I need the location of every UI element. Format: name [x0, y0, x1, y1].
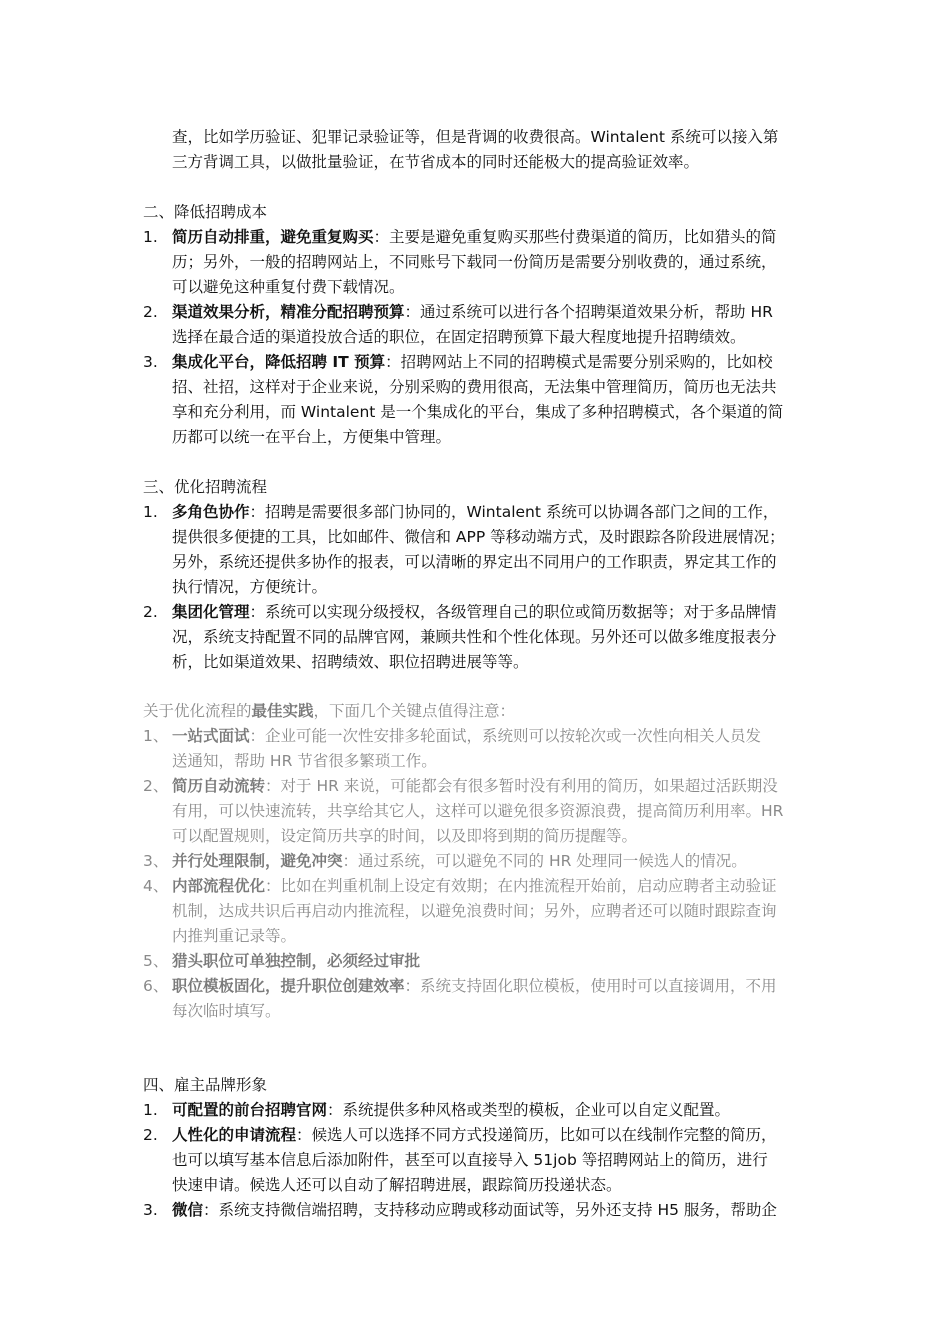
list-number: 1. — [143, 1101, 158, 1119]
list-number: 2. — [143, 303, 158, 321]
list-item-text: ：企业可能一次性安排多轮面试，系统则可以按轮次或一次性向相关人员发 — [249, 727, 762, 745]
list-item — [172, 1098, 730, 1123]
list-item-text: ：通过系统，可以避免不同的 HR 处理同一候选人的情况。 — [342, 852, 747, 870]
list-item-text: ：招聘是需要很多部门协同的，Wintalent 系统可以协调各部门之间的工作， — [249, 503, 779, 521]
list-item-cont: 享和充分利用，而 Wintalent 是一个集成化的平台，集成了多种招聘模式，各个渠道的简 — [172, 403, 784, 421]
list-item-title: 多角色协作 — [172, 503, 250, 521]
list-number: 5、 — [143, 952, 169, 970]
list-item-title: 人性化的申请流程 — [172, 1126, 297, 1144]
list-item — [172, 1198, 777, 1223]
list-item-cont: 况，系统支持配置不同的品牌官网，兼顾共性和个性化体现。另外还可以做多维度报表分 — [172, 628, 777, 646]
list-item — [172, 949, 420, 974]
list-number: 3. — [143, 353, 158, 371]
list-number: 1、 — [143, 727, 169, 745]
list-item — [172, 500, 778, 525]
list-item-text: ：系统可以实现分级授权，各级管理自己的职位或简历数据等；对于多品牌情 — [249, 603, 777, 621]
intro-line: 三方背调工具，以做批量验证，在节省成本的同时还能极大的提高验证效率。 — [172, 153, 700, 171]
list-item-cont: 有用，可以快速流转，共享给其它人，这样可以避免很多资源浪费，提高简历利用率。HR — [172, 802, 784, 820]
practice-intro — [143, 699, 515, 724]
list-item-cont: 快速申请。候选人还可以自动了解招聘进展，跟踪简历投递状态。 — [172, 1176, 622, 1194]
list-item-title: 可配置的前台招聘官网 — [172, 1101, 328, 1119]
list-item-cont: 机制，达成共识后再启动内推流程，以避免浪费时间；另外，应聘者还可以随时跟踪查询 — [172, 902, 777, 920]
list-item — [172, 724, 761, 749]
list-item-cont: 执行情况，方便统计。 — [172, 578, 328, 596]
section-heading: 四、雇主品牌形象 — [143, 1076, 268, 1094]
list-item-title: 职位模板固化，提升职位创建效率 — [172, 977, 405, 995]
list-item-title: 一站式面试 — [172, 727, 250, 745]
list-item-cont: 送通知，帮助 HR 节省很多繁琐工作。 — [172, 752, 437, 770]
list-item-cont: 历；另外，一般的招聘网站上，不同账号下载同一份简历是需要分别收费的，通过系统， — [172, 253, 777, 271]
list-item-title: 简历自动排重，避免重复购买 — [172, 228, 374, 246]
list-number: 2. — [143, 1126, 158, 1144]
list-item — [172, 1123, 777, 1148]
list-item-text: ：对于 HR 来说，可能都会有很多暂时没有利用的简历，如果超过活跃期没 — [265, 777, 778, 795]
list-number: 1. — [143, 503, 158, 521]
list-item — [172, 600, 777, 625]
list-number: 4、 — [143, 877, 169, 895]
list-item-title: 渠道效果分析，精准分配招聘预算 — [172, 303, 405, 321]
practice-intro-post: ，下面几个关键点值得注意： — [313, 702, 516, 720]
list-number: 2、 — [143, 777, 169, 795]
practice-intro-bold: 最佳实践 — [251, 702, 314, 720]
list-item-cont: 可以避免这种重复付费下载情况。 — [172, 278, 405, 296]
practice-intro-pre: 关于优化流程的 — [143, 702, 252, 720]
list-item-cont: 可以配置规则，设定简历共享的时间，以及即将到期的简历提醒等。 — [172, 827, 638, 845]
list-item-title: 集团化管理 — [172, 603, 250, 621]
list-item-title: 微信 — [172, 1201, 204, 1219]
section-heading: 三、优化招聘流程 — [143, 478, 268, 496]
list-item-text: ：系统支持微信端招聘，支持移动应聘或移动面试等，另外还支持 H5 服务，帮助企 — [203, 1201, 777, 1219]
list-item-title: 集成化平台，降低招聘 IT 预算 — [172, 353, 386, 371]
list-item — [172, 225, 777, 250]
list-item — [172, 350, 773, 375]
list-item-text: ：候选人可以选择不同方式投递简历，比如可以在线制作完整的简历， — [296, 1126, 777, 1144]
list-item-text: ：比如在判重机制上设定有效期；在内推流程开始前，启动应聘者主动验证 — [265, 877, 777, 895]
list-item-title: 内部流程优化 — [172, 877, 266, 895]
list-item-cont: 也可以填写基本信息后添加附件，甚至可以直接导入 51job 等招聘网站上的简历，进行 — [172, 1151, 768, 1169]
list-item-cont: 另外，系统还提供多协作的报表，可以清晰的界定出不同用户的工作职责，界定其工作的 — [172, 553, 777, 571]
list-number: 1. — [143, 228, 158, 246]
list-number: 6、 — [143, 977, 169, 995]
list-item-cont: 选择在最合适的渠道投放合适的职位，在固定招聘预算下最大程度地提升招聘绩效。 — [172, 328, 746, 346]
list-item-cont: 提供很多便捷的工具，比如邮件、微信和 APP 等移动端方式，及时跟踪各阶段进展情况； — [172, 528, 785, 546]
list-item-cont: 内推判重记录等。 — [172, 927, 297, 945]
list-number: 3、 — [143, 852, 169, 870]
list-item-cont: 历都可以统一在平台上，方便集中管理。 — [172, 428, 452, 446]
list-item-title: 猎头职位可单独控制，必须经过审批 — [172, 952, 421, 970]
list-item-text: ：系统提供多种风格或类型的模板，企业可以自定义配置。 — [327, 1101, 731, 1119]
list-item — [172, 849, 747, 874]
list-number: 3. — [143, 1201, 158, 1219]
list-number: 2. — [143, 603, 158, 621]
list-item — [172, 974, 777, 999]
list-item-title: 并行处理限制，避免冲突 — [172, 852, 343, 870]
list-item — [172, 874, 777, 899]
list-item-text: ：主要是避免重复购买那些付费渠道的简历，比如猎头的简 — [373, 228, 777, 246]
list-item-cont: 每次临时填写。 — [172, 1002, 281, 1020]
section-heading: 二、降低招聘成本 — [143, 203, 268, 221]
intro-line: 查，比如学历验证、犯罪记录验证等，但是背调的收费很高。Wintalent 系统可以接入第 — [172, 128, 779, 146]
list-item-cont: 招、社招，这样对于企业来说，分别采购的费用很高，无法集中管理简历，简历也无法共 — [172, 378, 777, 396]
list-item-text: ：通过系统可以进行各个招聘渠道效果分析，帮助 HR — [404, 303, 773, 321]
list-item — [172, 300, 773, 325]
list-item-title: 简历自动流转 — [172, 777, 266, 795]
list-item-text: ：系统支持固化职位模板，使用时可以直接调用，不用 — [404, 977, 777, 995]
list-item-cont: 析，比如渠道效果、招聘绩效、职位招聘进展等等。 — [172, 653, 529, 671]
list-item — [172, 774, 778, 799]
list-item-text: ：招聘网站上不同的招聘模式是需要分别采购的，比如校 — [385, 353, 773, 371]
